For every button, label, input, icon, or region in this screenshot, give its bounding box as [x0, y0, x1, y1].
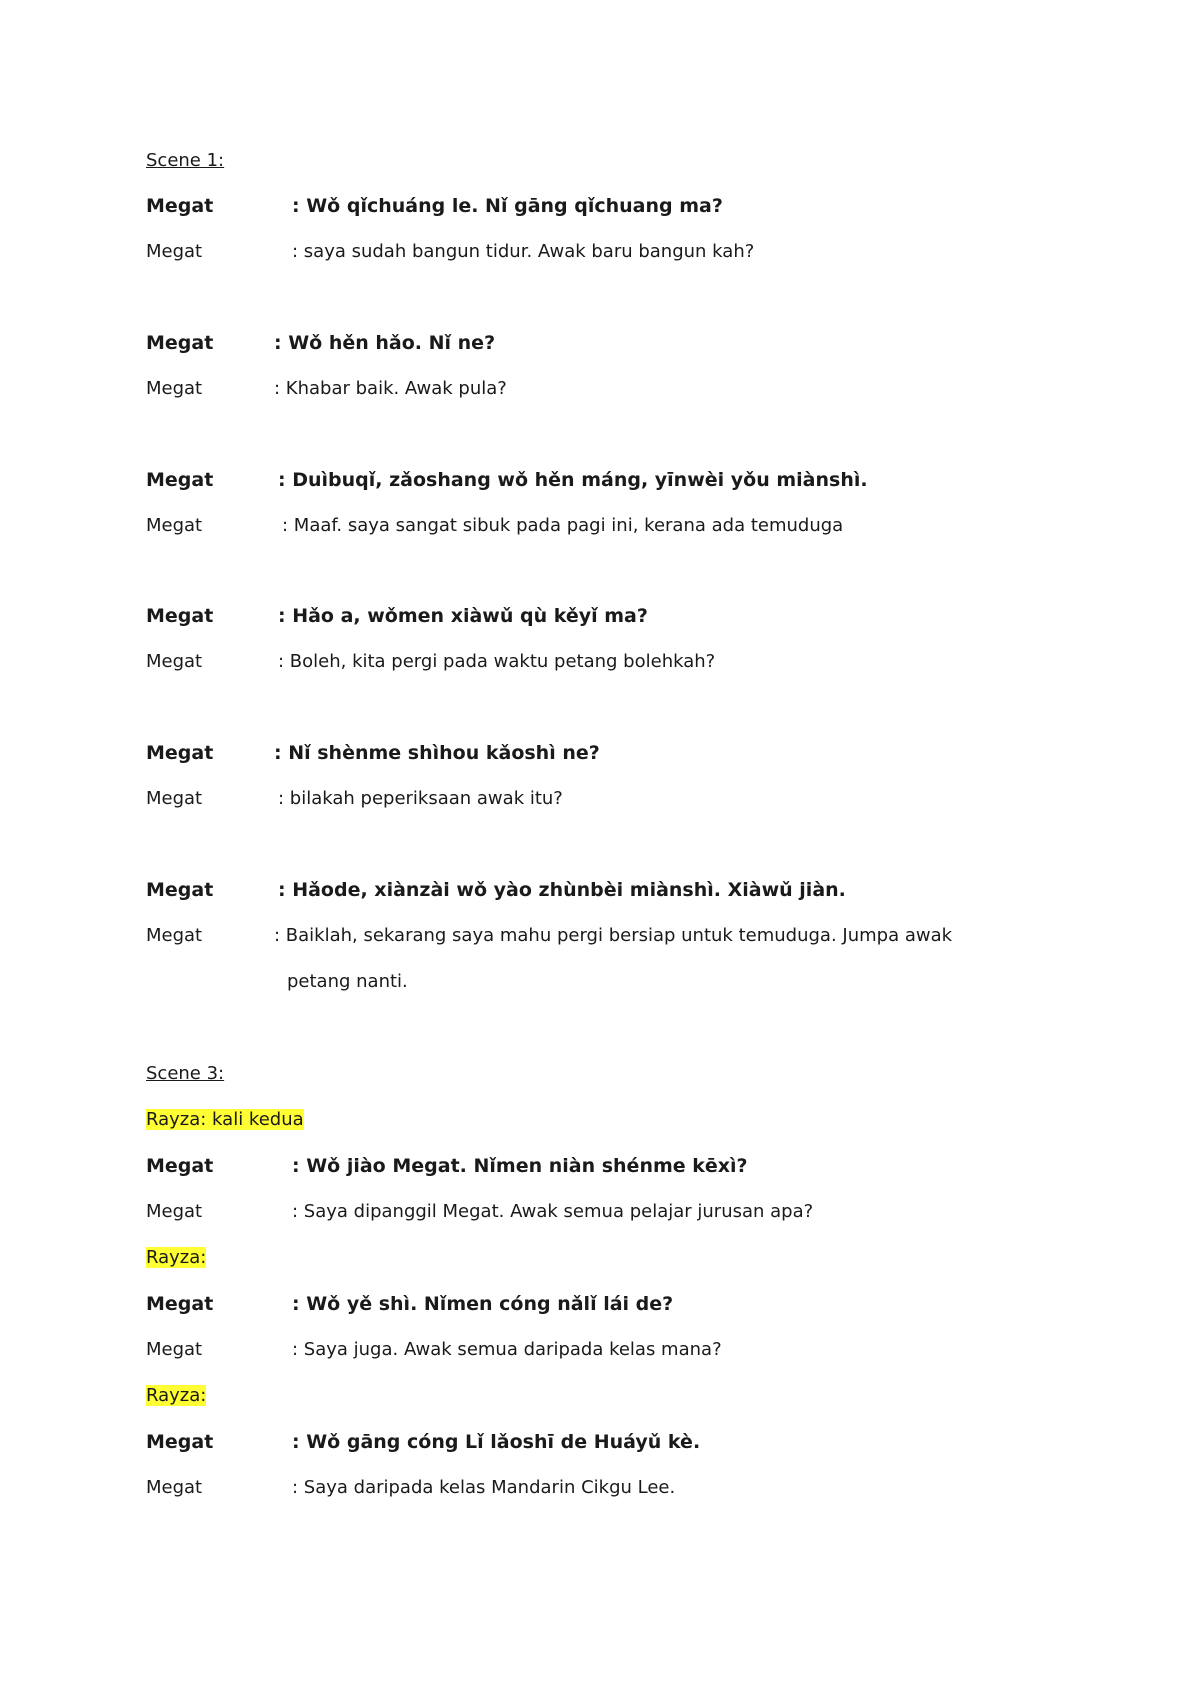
dialogue-line — [146, 1477, 676, 1499]
dialogue-line — [146, 469, 868, 491]
highlighted-note: Rayza: — [146, 1247, 207, 1268]
dialogue-line — [146, 1201, 814, 1223]
dialogue-line — [146, 605, 648, 627]
speaker-name: Megat — [146, 1431, 214, 1453]
speaker-name: Megat — [146, 651, 203, 672]
dialogue-text: : Saya daripada kelas Mandarin Cikgu Lee. — [292, 1477, 676, 1498]
dialogue-text: : Wǒ jiào Megat. Nǐmen niàn shénme kēxì? — [292, 1155, 748, 1177]
dialogue-text: : bilakah peperiksaan awak itu? — [278, 788, 563, 809]
dialogue-line — [146, 1155, 748, 1177]
speaker-name: Megat — [146, 195, 214, 217]
dialogue-line — [146, 1431, 701, 1453]
speaker-name: Megat — [146, 788, 203, 809]
speaker-name: Megat — [146, 241, 203, 262]
speaker-note — [146, 1247, 206, 1269]
speaker-name: Megat — [146, 332, 214, 354]
speaker-note — [146, 1109, 304, 1131]
speaker-name: Megat — [146, 1293, 214, 1315]
dialogue-text: : Nǐ shènme shìhou kǎoshì ne? — [274, 742, 600, 764]
dialogue-line — [146, 1293, 674, 1315]
dialogue-text: : Duìbuqǐ, zǎoshang wǒ hěn máng, yīnwèi yǒu miànshì. — [278, 469, 868, 491]
highlighted-note: Rayza: kali kedua — [146, 1109, 304, 1130]
speaker-name: Megat — [146, 378, 203, 399]
dialogue-line — [146, 195, 723, 217]
speaker-name: Megat — [146, 879, 214, 901]
dialogue-line — [146, 1339, 722, 1361]
speaker-name: Megat — [146, 1339, 203, 1360]
scene-1-heading: Scene 1: — [146, 150, 225, 171]
dialogue-continuation: petang nanti. — [287, 971, 408, 992]
dialogue-line — [146, 879, 846, 901]
speaker-name: Megat — [146, 1201, 203, 1222]
dialogue-line — [146, 788, 563, 810]
dialogue-line — [146, 332, 496, 354]
dialogue-line — [146, 925, 953, 947]
speaker-name: Megat — [146, 1477, 203, 1498]
highlighted-note: Rayza: — [146, 1385, 207, 1406]
dialogue-text: : Maaf. saya sangat sibuk pada pagi ini, kerana ada temuduga — [282, 515, 844, 536]
dialogue-text: : Wǒ qǐchuáng le. Nǐ gāng qǐchuang ma? — [292, 195, 723, 217]
speaker-name: Megat — [146, 469, 214, 491]
dialogue-text: : Baiklah, sekarang saya mahu pergi bersiap untuk temuduga. Jumpa awak — [274, 925, 953, 946]
speaker-name: Megat — [146, 742, 214, 764]
dialogue-text: : Hǎo a, wǒmen xiàwǔ qù kěyǐ ma? — [278, 605, 648, 627]
dialogue-text: : Wǒ gāng cóng Lǐ lǎoshī de Huáyǔ kè. — [292, 1431, 701, 1453]
dialogue-line — [146, 241, 755, 263]
dialogue-line — [146, 651, 716, 673]
speaker-name: Megat — [146, 605, 214, 627]
dialogue-text: : Khabar baik. Awak pula? — [274, 378, 507, 399]
dialogue-text: : Hǎode, xiànzài wǒ yào zhùnbèi miànshì. Xiàwǔ jiàn. — [278, 879, 846, 901]
dialogue-text: : saya sudah bangun tidur. Awak baru bangun kah? — [292, 241, 755, 262]
dialogue-line — [146, 742, 600, 764]
dialogue-line — [146, 378, 507, 400]
dialogue-line — [146, 515, 844, 537]
speaker-note — [146, 1385, 206, 1407]
speaker-name: Megat — [146, 515, 203, 536]
speaker-name: Megat — [146, 1155, 214, 1177]
dialogue-text: : Saya juga. Awak semua daripada kelas mana? — [292, 1339, 722, 1360]
dialogue-text: : Wǒ yě shì. Nǐmen cóng nǎlǐ lái de? — [292, 1293, 674, 1315]
scene-3-heading: Scene 3: — [146, 1063, 225, 1084]
dialogue-text: : Wǒ hěn hǎo. Nǐ ne? — [274, 332, 496, 354]
dialogue-text: : Boleh, kita pergi pada waktu petang bolehkah? — [278, 651, 716, 672]
speaker-name: Megat — [146, 925, 203, 946]
dialogue-text: : Saya dipanggil Megat. Awak semua pelajar jurusan apa? — [292, 1201, 814, 1222]
